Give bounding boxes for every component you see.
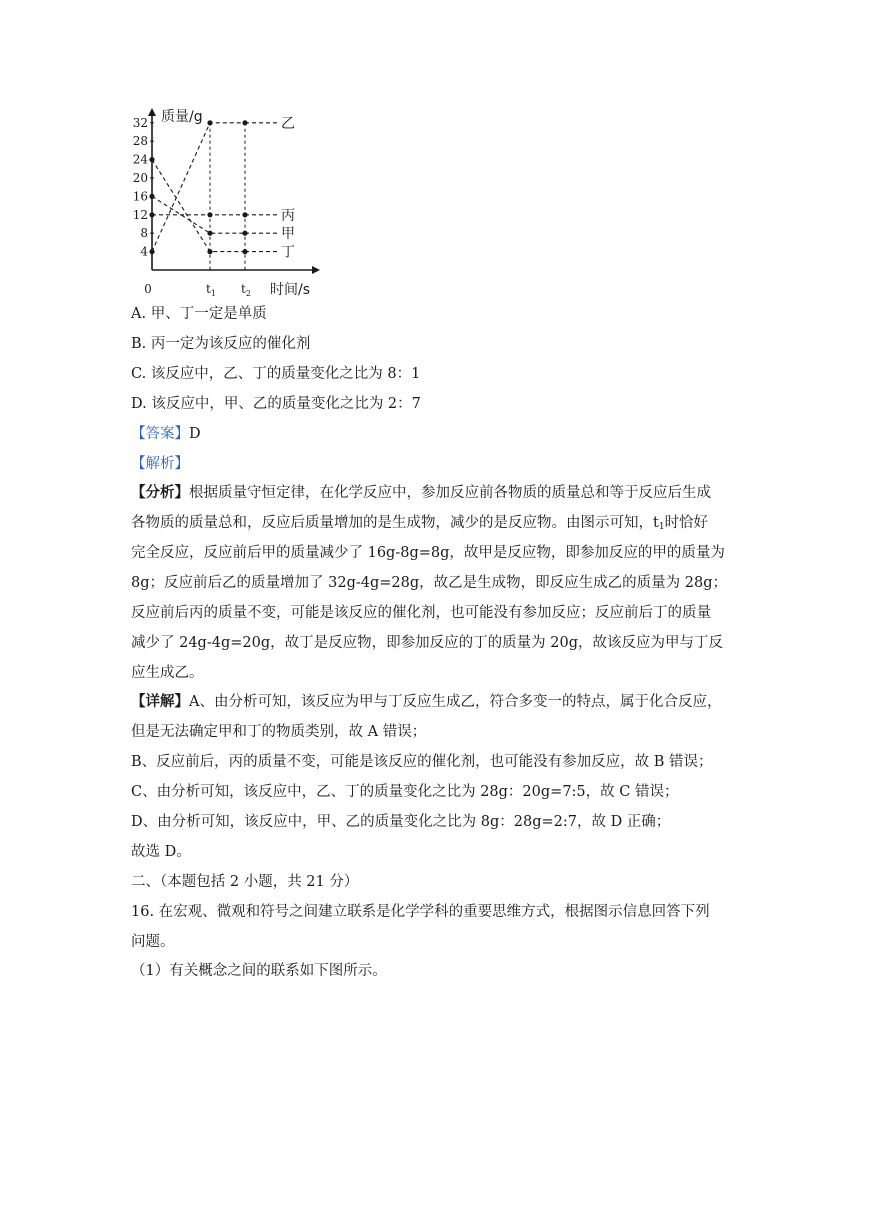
question-16-line-2: 问题。 — [131, 934, 175, 950]
detail-text-1: A、由分析可知，该反应为甲与丁反应生成乙，符合多变一的特点，属于化合反应， — [189, 694, 722, 710]
analysis-line-3: 完全反应，反应前后甲的质量减少了 16g-8g=8g，故甲是反应物，即参加反应的甲的质量为 — [131, 545, 725, 561]
x-axis-label: 时间/s — [270, 282, 311, 298]
analysis-text-2-end: 时恰好 — [664, 515, 709, 531]
option-a: A. 甲、丁一定是单质 — [131, 306, 267, 322]
answer-tag: 【答案】 — [131, 426, 189, 442]
analysis-tag: 【解析】 — [131, 456, 189, 472]
option-c: C. 该反应中，乙、丁的质量变化之比为 8：1 — [131, 366, 421, 382]
detail-line-2: 但是无法确定甲和丁的物质类别，故 A 错误； — [131, 724, 427, 740]
series-1-point-2 — [242, 212, 247, 217]
y-tick-32: 32 — [132, 115, 148, 130]
section-two-heading: 二、（本题包括 2 小题，共 21 分） — [131, 874, 359, 890]
series-3-point-2 — [242, 249, 247, 254]
series-2-point-0 — [149, 194, 154, 199]
series-2-point-1 — [207, 231, 212, 236]
y-axis-label: 质量/g — [161, 109, 203, 125]
series-label-2: 甲 — [281, 226, 295, 243]
detail-line-6: 故选 D。 — [131, 844, 191, 860]
analysis-text-1: 根据质量守恒定律，在化学反应中，参加反应前各物质的质量总和等于反应后生成 — [189, 485, 711, 501]
x-tick-t2: $t_2$ — [241, 282, 251, 298]
question-16-line-1: 16. 在宏观、微观和符号之间建立联系是化学学科的重要思维方式，根据图示信息回答下列 — [131, 904, 710, 920]
series-label-1: 丙 — [281, 207, 295, 224]
chart-lines — [152, 123, 278, 252]
x-tick-t1: $t_1$ — [206, 282, 216, 298]
detail-line-1 — [131, 692, 721, 712]
series-0-point-2 — [242, 120, 247, 125]
y-tick-24: 24 — [132, 152, 148, 167]
t1-subscript: 1 — [658, 522, 665, 532]
detail-tag: 【详解】 — [131, 693, 189, 710]
question-16-sub-1: （1）有关概念之间的联系如下图所示。 — [131, 963, 387, 979]
origin-label: 0 — [144, 282, 152, 296]
y-tick-4: 4 — [140, 244, 148, 259]
analysis-text-2: 各物质的质量总和，反应后质量增加的是生成物，减少的是反应物。由图示可知，t — [131, 515, 659, 531]
analysis-line-5: 反应前后丙的质量不变，可能是该反应的催化剂，也可能没有参加反应；反应前后丁的质量 — [131, 605, 711, 621]
series-line-0 — [152, 123, 245, 252]
y-tick-12: 12 — [132, 207, 148, 222]
series-0-point-1 — [207, 120, 212, 125]
answer-line — [131, 424, 201, 444]
analysis-line-7: 应生成乙。 — [131, 665, 204, 681]
analysis-line-4: 8g；反应前后乙的质量增加了 32g-4g=28g，故乙是生成物，即反应生成乙的质量为 28g； — [131, 575, 727, 591]
analysis-line-2 — [131, 513, 708, 537]
chart-guides — [210, 123, 245, 270]
series-1-point-1 — [207, 212, 212, 217]
series-3-point-1 — [207, 249, 212, 254]
analysis-line-1 — [131, 483, 711, 503]
y-tick-20: 20 — [132, 171, 148, 185]
option-b: B. 丙一定为该反应的催化剂 — [131, 336, 311, 352]
option-d: D. 该反应中，甲、乙的质量变化之比为 2：7 — [131, 396, 421, 412]
y-axis-arrow — [148, 108, 156, 116]
y-tick-16: 16 — [132, 189, 148, 204]
detail-line-4: C、由分析可知，该反应中，乙、丁的质量变化之比为 28g：20g=7:5，故 C 错误； — [131, 784, 679, 800]
detail-line-5: D、由分析可知，该反应中，甲、乙的质量变化之比为 8g：28g=2:7，故 D 正确； — [131, 814, 671, 830]
answer-value: D — [189, 426, 201, 442]
mass-time-chart — [118, 98, 348, 303]
y-tick-28: 28 — [132, 134, 148, 149]
series-1-point-0 — [149, 212, 154, 217]
detail-line-3: B、反应前后，丙的质量不变，可能是该反应的催化剂，也可能没有参加反应，故 B 错误； — [131, 754, 713, 770]
series-label-0: 乙 — [281, 115, 295, 132]
series-3-point-0 — [149, 157, 154, 162]
analysis-line-6: 减少了 24g-4g=20g，故丁是反应物，即参加反应的丁的质量为 20g，故该反应为甲与丁反 — [131, 635, 723, 651]
x-axis-arrow — [312, 266, 320, 274]
series-0-point-0 — [149, 249, 154, 254]
analysis-tag-inner: 【分析】 — [131, 484, 189, 501]
series-label-3: 丁 — [281, 244, 295, 261]
series-2-point-2 — [242, 231, 247, 236]
y-tick-8: 8 — [140, 226, 148, 241]
